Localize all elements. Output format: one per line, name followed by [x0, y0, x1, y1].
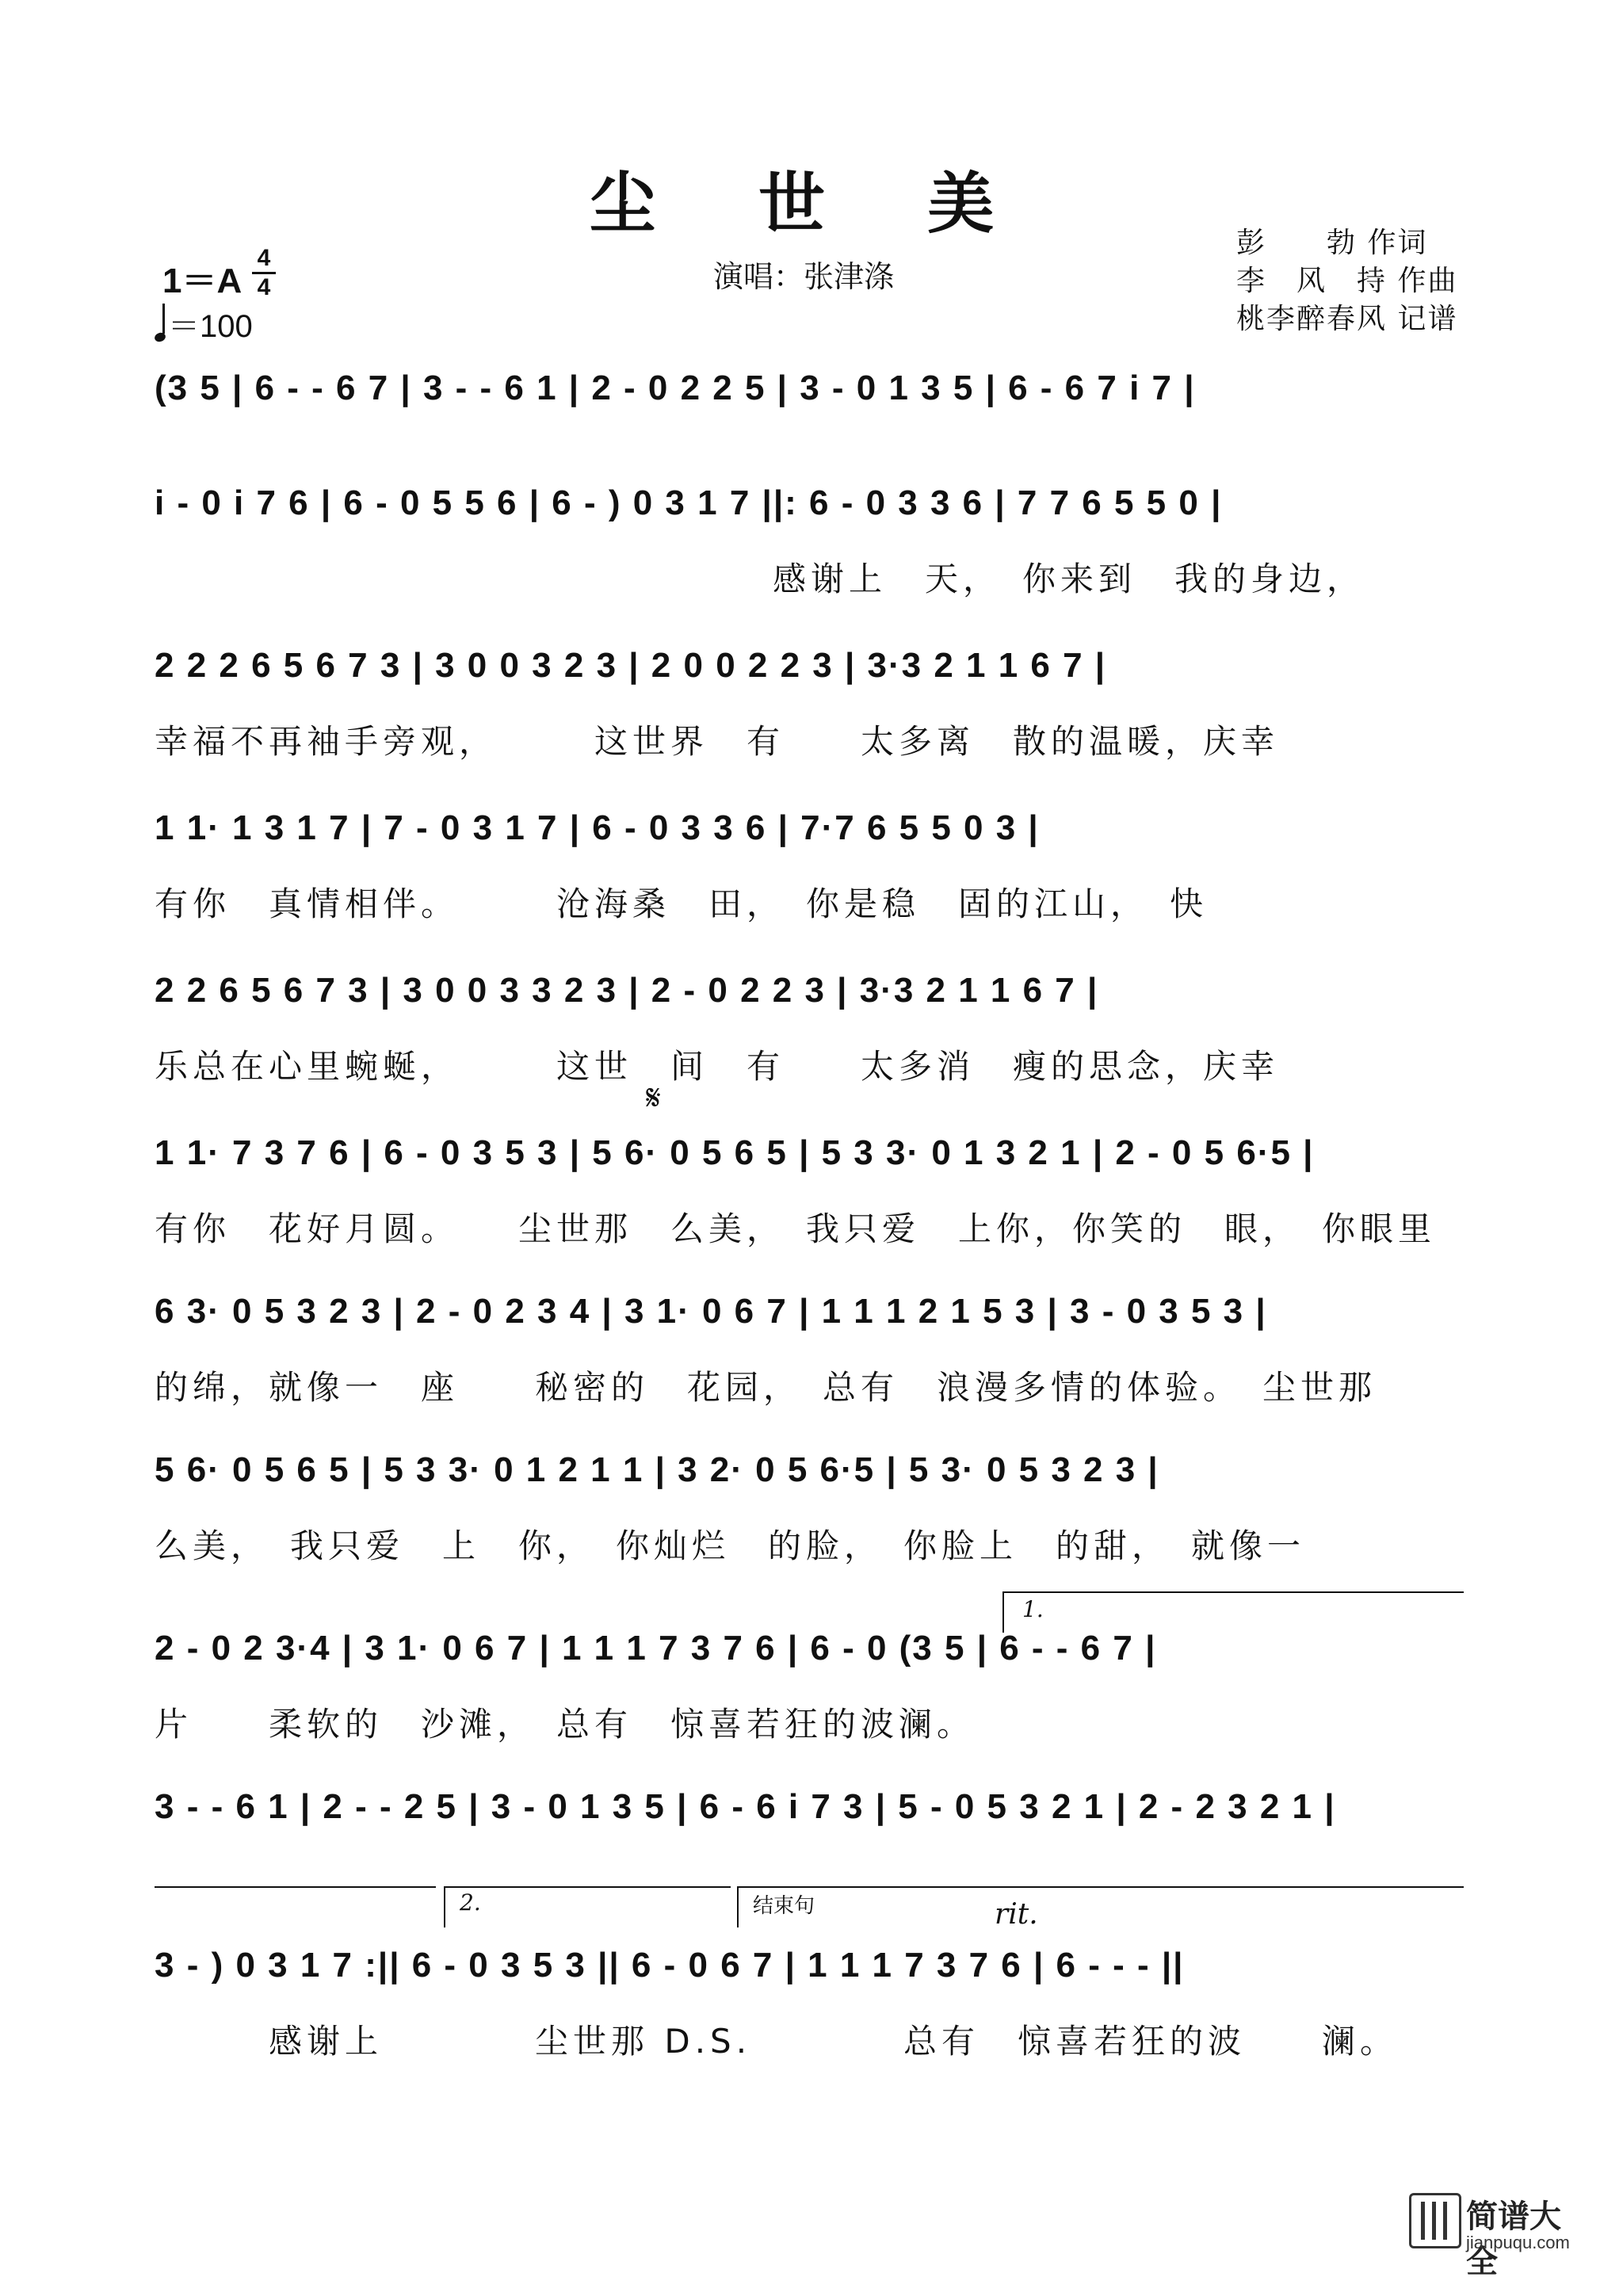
- singer: 演唱：张津涤: [713, 259, 895, 294]
- system-2: [155, 483, 1462, 598]
- notes: 5 6· 0 5 6 5 | 5 3 3· 0 1 2 1 1 | 3 2· 0 5 6·5 | 5 3· 0 5 3 2 3 |: [155, 1450, 1159, 1489]
- lyrics: 乐总在心里蜿蜒， 这世 间 有 太多消 瘦的思念，庆幸: [155, 1047, 1280, 1086]
- ending-label: 结束句: [753, 1894, 815, 1918]
- page-title: 尘 世 美: [589, 164, 1034, 243]
- system-4: [155, 808, 1462, 923]
- volta-2-bracket: [444, 1886, 731, 1927]
- lyrics: 有你 花好月圆。 尘世那 么美， 我只爱 上你，你笑的 眼， 你眼里: [155, 1209, 1437, 1248]
- time-signature: [252, 246, 276, 300]
- volta-1-continuation: [155, 1886, 436, 1927]
- volta-1-label: 1.: [1022, 1596, 1044, 1622]
- system-3: [155, 646, 1462, 761]
- lyricist: 彭 勃 作词: [1236, 227, 1428, 259]
- notes: 1 1· 1 3 1 7 | 7 - 0 3 1 7 | 6 - 0 3 3 6 | 7·7 6 5 5 0 3 |: [155, 808, 1040, 847]
- system-11: [155, 1946, 1462, 2061]
- rit-marking: rit.: [995, 1898, 1038, 1931]
- system-7: [155, 1292, 1462, 1407]
- notes: 3 - ) 0 3 1 7 :|| 6 - 0 3 5 3 || 6 - 0 6 7 | 1 1 1 7 3 7 6 | 6 - - - ||: [155, 1946, 1185, 1985]
- logo-url: jianpuqu.com: [1466, 2233, 1570, 2252]
- time-top: 4: [257, 245, 271, 271]
- notes: 6 3· 0 5 3 2 3 | 2 - 0 2 3 4 | 3 1· 0 6 7 | 1 1 1 2 1 5 3 | 3 - 0 3 5 3 |: [155, 1292, 1267, 1331]
- notes: 2 2 2 6 5 6 7 3 | 3 0 0 3 2 3 | 2 0 0 2 2 3 | 3·3 2 1 1 6 7 |: [155, 646, 1107, 685]
- tempo-marking: [155, 301, 253, 346]
- notes: 1 1· 7 3 7 6 | 6 - 0 3 5 3 | 5 6· 0 5 6 5 | 5 3 3· 0 1 3 2 1 | 2 - 0 5 6·5 |: [155, 1133, 1315, 1172]
- ending-bracket: [737, 1886, 1464, 1927]
- system-6: [155, 1133, 1462, 1248]
- site-logo: [1409, 2185, 1591, 2280]
- lyrics: 有你 真情相伴。 沧海桑 田， 你是稳 固的江山， 快: [155, 884, 1209, 923]
- segno-icon: 𝄋: [646, 1078, 661, 1118]
- system-10: [155, 1787, 1462, 1859]
- note-stem: [162, 304, 165, 334]
- lyrics: 么美， 我只爱 上 你， 你灿烂 的脸， 你脸上 的甜， 就像一: [155, 1526, 1306, 1565]
- system-5: [155, 971, 1462, 1086]
- key-signature: 1＝A: [162, 262, 242, 300]
- system-9: [155, 1629, 1462, 1744]
- lyrics: 的绵，就像一 座 秘密的 花园， 总有 浪漫多情的体验。 尘世那: [155, 1368, 1377, 1407]
- volta-1-bracket: [1002, 1591, 1464, 1633]
- system-1: [155, 369, 1462, 440]
- notes: (3 5 | 6 - - 6 7 | 3 - - 6 1 | 2 - 0 2 2 5 | 3 - 0 1 3 5 | 6 - 6 7 i 7 |: [155, 369, 1196, 407]
- time-bottom: 4: [257, 274, 271, 300]
- lyrics: 片 柔软的 沙滩， 总有 惊喜若狂的波澜。: [155, 1705, 976, 1744]
- notes: 3 - - 6 1 | 2 - - 2 5 | 3 - 0 1 3 5 | 6 - 6 i 7 3 | 5 - 0 5 3 2 1 | 2 - 2 3 2 1 |: [155, 1787, 1336, 1826]
- credits: [1236, 224, 1457, 338]
- lyrics: 感谢上 尘世那 D.S. 总有 惊喜若狂的波 澜。: [155, 2022, 1399, 2061]
- logo-name: 简谱大全: [1466, 2199, 1561, 2280]
- piano-keys-icon: [1409, 2193, 1461, 2248]
- transcriber: 桃李醉春风 记谱: [1236, 303, 1458, 335]
- composer: 李 风 持 作曲: [1236, 265, 1458, 297]
- notes: 2 - 0 2 3·4 | 3 1· 0 6 7 | 1 1 1 7 3 7 6 | 6 - 0 (3 5 | 6 - - 6 7 |: [155, 1629, 1157, 1668]
- system-8: [155, 1450, 1462, 1565]
- notes: 2 2 6 5 6 7 3 | 3 0 0 3 3 2 3 | 2 - 0 2 2 3 | 3·3 2 1 1 6 7 |: [155, 971, 1099, 1010]
- notes: i - 0 i 7 6 | 6 - 0 5 5 6 | 6 - ) 0 3 1 7 ||: 6 - 0 3 3 6 | 7 7 6 5 5 0 |: [155, 483, 1223, 522]
- volta-2-label: 2.: [460, 1889, 481, 1916]
- lyrics: 感谢上 天， 你来到 我的身边，: [773, 560, 1365, 598]
- lyrics: 幸福不再袖手旁观， 这世界 有 太多离 散的温暖，庆幸: [155, 722, 1280, 761]
- tempo-value: ＝100: [168, 309, 253, 344]
